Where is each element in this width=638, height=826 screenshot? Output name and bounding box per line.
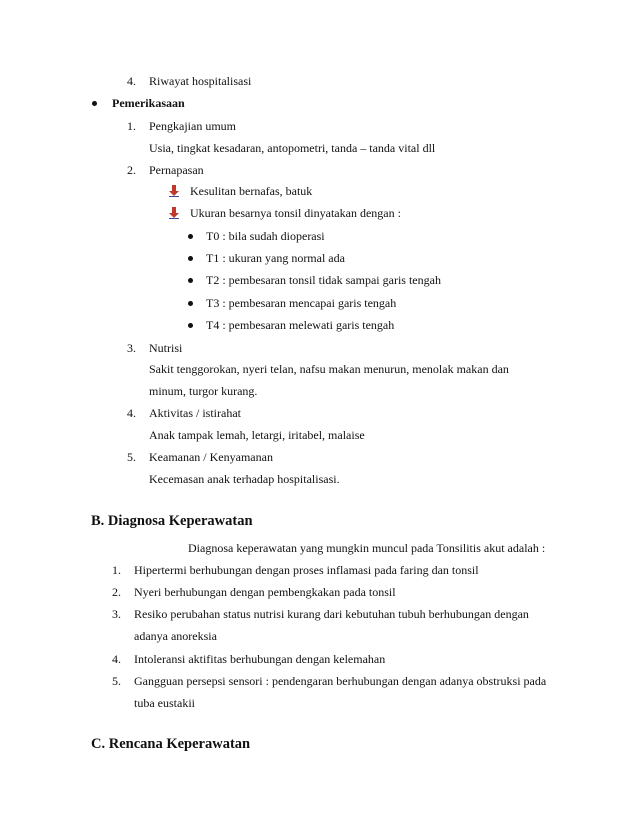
list-number: 4. [127, 74, 136, 88]
list-title: Pengkajian umum [149, 119, 236, 133]
list-text-continued: adanya anoreksia [134, 629, 217, 643]
list-number: 4. [127, 406, 136, 420]
tonsil-item-t2: T2 : pembesaran tonsil tidak sampai garis tengah [206, 273, 441, 287]
section-label-pemeriksaan: Pemerikasaan [112, 96, 185, 110]
list-title: Keamanan / Kenyamanan [149, 450, 273, 464]
filled-circle-icon [188, 278, 193, 283]
down-arrow-icon [169, 185, 179, 197]
list-item-nutrisi [127, 340, 182, 356]
list-item-pernapasan [127, 162, 204, 178]
list-number: 2. [112, 585, 121, 599]
diagnosa-item-3 [112, 606, 529, 622]
list-number: 3. [112, 607, 121, 621]
section-heading-diagnosa: B. Diagnosa Keperawatan [91, 513, 253, 529]
list-item-riwayat [127, 73, 251, 89]
list-detail: Usia, tingkat kesadaran, antopometri, tanda – tanda vital dll [149, 141, 436, 155]
list-item-keamanan [127, 449, 273, 465]
list-text: Intoleransi aktifitas berhubungan dengan kelemahan [134, 652, 386, 666]
filled-circle-icon [188, 323, 193, 328]
list-text: Gangguan persepsi sensori : pendengaran berhubungan dengan adanya obstruksi pada [134, 674, 547, 688]
diagnosa-item-4 [112, 651, 385, 667]
list-item-pengkajian [127, 118, 236, 134]
tonsil-item-t1: T1 : ukuran yang normal ada [206, 251, 345, 265]
sub-item-ukuran: Ukuran besarnya tonsil dinyatakan dengan : [190, 206, 401, 220]
filled-circle-icon [188, 256, 193, 261]
filled-circle-icon [188, 301, 193, 306]
list-number: 3. [127, 341, 136, 355]
list-text: Riwayat hospitalisasi [149, 74, 252, 88]
list-number: 2. [127, 163, 136, 177]
filled-circle-icon [92, 101, 97, 106]
list-number: 4. [112, 652, 121, 666]
list-text: Hipertermi berhubungan dengan proses inflamasi pada faring dan tonsil [134, 563, 479, 577]
list-text-continued: tuba eustakii [134, 696, 195, 710]
list-detail: Anak tampak lemah, letargi, iritabel, malaise [149, 428, 365, 442]
list-text: Resiko perubahan status nutrisi kurang dari kebutuhan tubuh berhubungan dengan [134, 607, 529, 621]
list-title: Pernapasan [149, 163, 204, 177]
list-detail: Sakit tenggorokan, nyeri telan, nafsu makan menurun, menolak makan dan [149, 362, 509, 376]
list-title: Nutrisi [149, 341, 183, 355]
list-number: 1. [127, 119, 136, 133]
list-number: 5. [112, 674, 121, 688]
list-number: 1. [112, 563, 121, 577]
list-item-aktivitas [127, 405, 241, 421]
tonsil-item-t3: T3 : pembesaran mencapai garis tengah [206, 296, 397, 310]
tonsil-item-t0: T0 : bila sudah dioperasi [206, 229, 325, 243]
diagnosa-item-5 [112, 673, 546, 689]
list-detail: Kecemasan anak terhadap hospitalisasi. [149, 472, 340, 486]
diagnosa-intro: Diagnosa keperawatan yang mungkin muncul pada Tonsilitis akut adalah : [188, 541, 546, 555]
list-text: Nyeri berhubungan dengan pembengkakan pada tonsil [134, 585, 396, 599]
list-number: 5. [127, 450, 136, 464]
filled-circle-icon [188, 234, 193, 239]
tonsil-item-t4: T4 : pembesaran melewati garis tengah [206, 318, 395, 332]
section-heading-rencana: C. Rencana Keperawatan [91, 736, 251, 752]
list-title: Aktivitas / istirahat [149, 406, 241, 420]
diagnosa-item-2 [112, 584, 396, 600]
sub-item-kesulitan: Kesulitan bernafas, batuk [190, 184, 313, 198]
list-detail: minum, turgor kurang. [149, 384, 258, 398]
down-arrow-icon [169, 207, 179, 219]
diagnosa-item-1 [112, 562, 479, 578]
